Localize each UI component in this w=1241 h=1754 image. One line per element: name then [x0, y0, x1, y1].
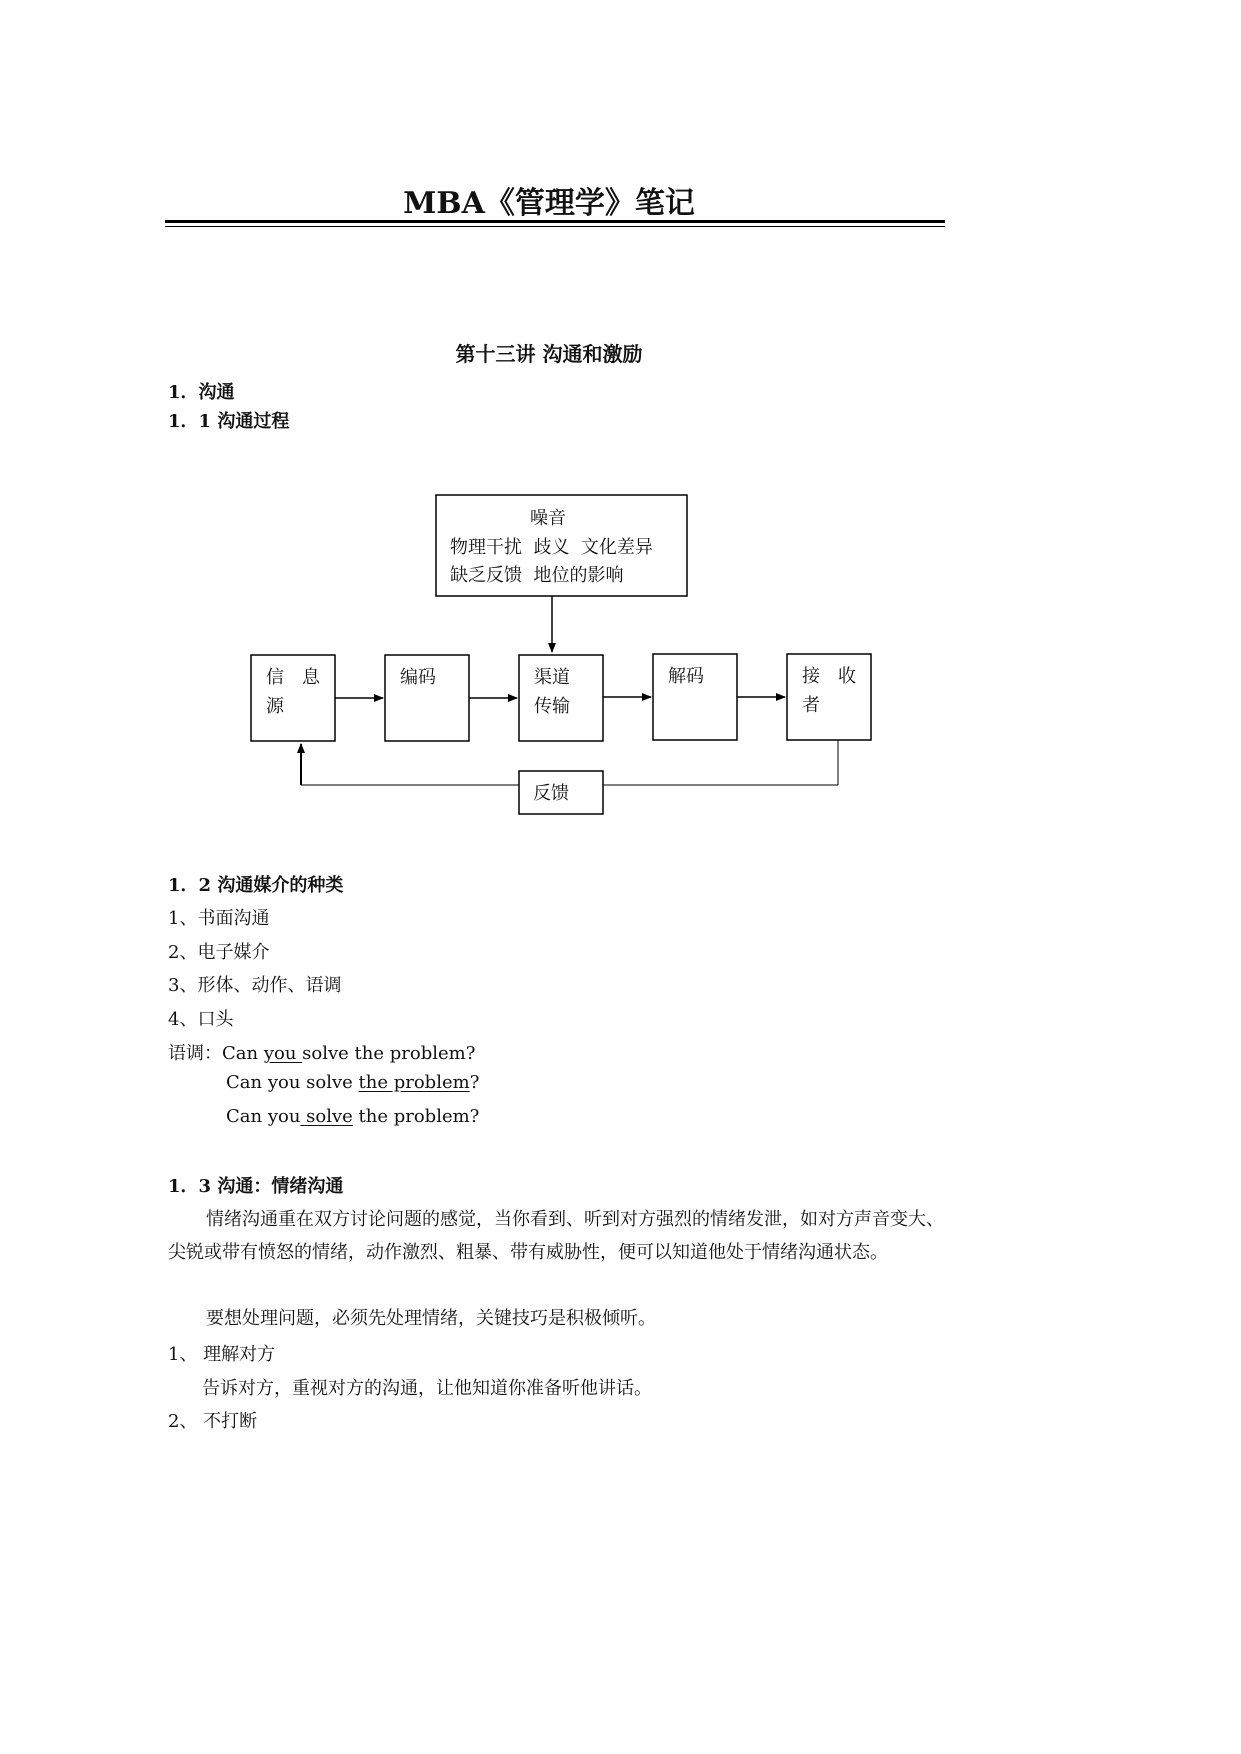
section-heading-1-1: 1．1 沟通过程 [168, 411, 290, 432]
example-text: solve the problem? [302, 1043, 476, 1064]
feedback-label: 反馈 [533, 783, 569, 804]
section-heading-1: 1．沟通 [168, 382, 235, 403]
stressed-word: you [263, 1043, 303, 1064]
tip-1-desc: 告诉对方，重视对方的沟通，让他知道你准备听他讲话。 [202, 1378, 652, 1399]
tip-1-label: 1、 理解对方 [168, 1344, 276, 1365]
noise-line-1: 物理干扰 歧义 文化差异 [450, 537, 653, 558]
source-label-c: 源 [266, 696, 284, 717]
lecture-title: 第十三讲 沟通和激励 [455, 342, 643, 366]
paragraph-handle-emotion: 要想处理问题，必须先处理情绪，关键技巧是积极倾听。 [206, 1308, 656, 1329]
noise-line-2: 缺乏反馈 地位的影响 [450, 565, 624, 586]
section-heading-1-3: 1．3 沟通：情绪沟通 [168, 1176, 344, 1197]
intonation-label: 语调： [168, 1043, 222, 1064]
section-heading-1-2: 1．2 沟通媒介的种类 [168, 875, 344, 896]
noise-title: 噪音 [530, 508, 566, 529]
paragraph-emotional-communication: 情绪沟通重在双方讨论问题的感觉，当你看到、听到对方强烈的情绪发泄，如对方声音变大、尖锐或带有愤怒的情绪，动作激烈、粗暴、带有威胁性，便可以知道他处于情绪沟通状态。 [168, 1209, 944, 1263]
example-text: ? [469, 1072, 480, 1093]
media-item-2: 2、电子媒介 [168, 942, 270, 963]
example-text: Can you [226, 1106, 301, 1127]
media-item-4: 4、口头 [168, 1009, 234, 1030]
receiver-label-a: 接 [802, 666, 820, 687]
example-text: Can [222, 1043, 264, 1064]
stressed-word: solve [300, 1106, 353, 1127]
channel-label-b: 传输 [534, 696, 570, 717]
document-title: MBA《管理学》笔记 [403, 186, 695, 221]
source-label-a: 信 [266, 667, 284, 688]
intonation-example-2 [226, 1072, 479, 1093]
intonation-example-3 [226, 1106, 479, 1127]
media-item-1: 1、书面沟通 [168, 908, 270, 929]
channel-label-a: 渠道 [534, 667, 570, 688]
encode-label: 编码 [400, 667, 436, 688]
source-label-b: 息 [302, 667, 320, 688]
decode-label: 解码 [668, 666, 704, 687]
media-item-3: 3、形体、动作、语调 [168, 975, 342, 996]
receiver-label-b: 收 [838, 666, 856, 687]
tip-2-label: 2、 不打断 [168, 1411, 258, 1432]
communication-process-diagram [0, 0, 1098, 830]
stressed-word: the problem [358, 1072, 470, 1093]
source-box [251, 655, 335, 741]
intonation-example-1 [168, 1039, 475, 1065]
example-text: Can you solve [226, 1072, 359, 1093]
receiver-box [787, 654, 871, 740]
example-text: the problem? [352, 1106, 480, 1127]
receiver-label-c: 者 [802, 695, 820, 716]
